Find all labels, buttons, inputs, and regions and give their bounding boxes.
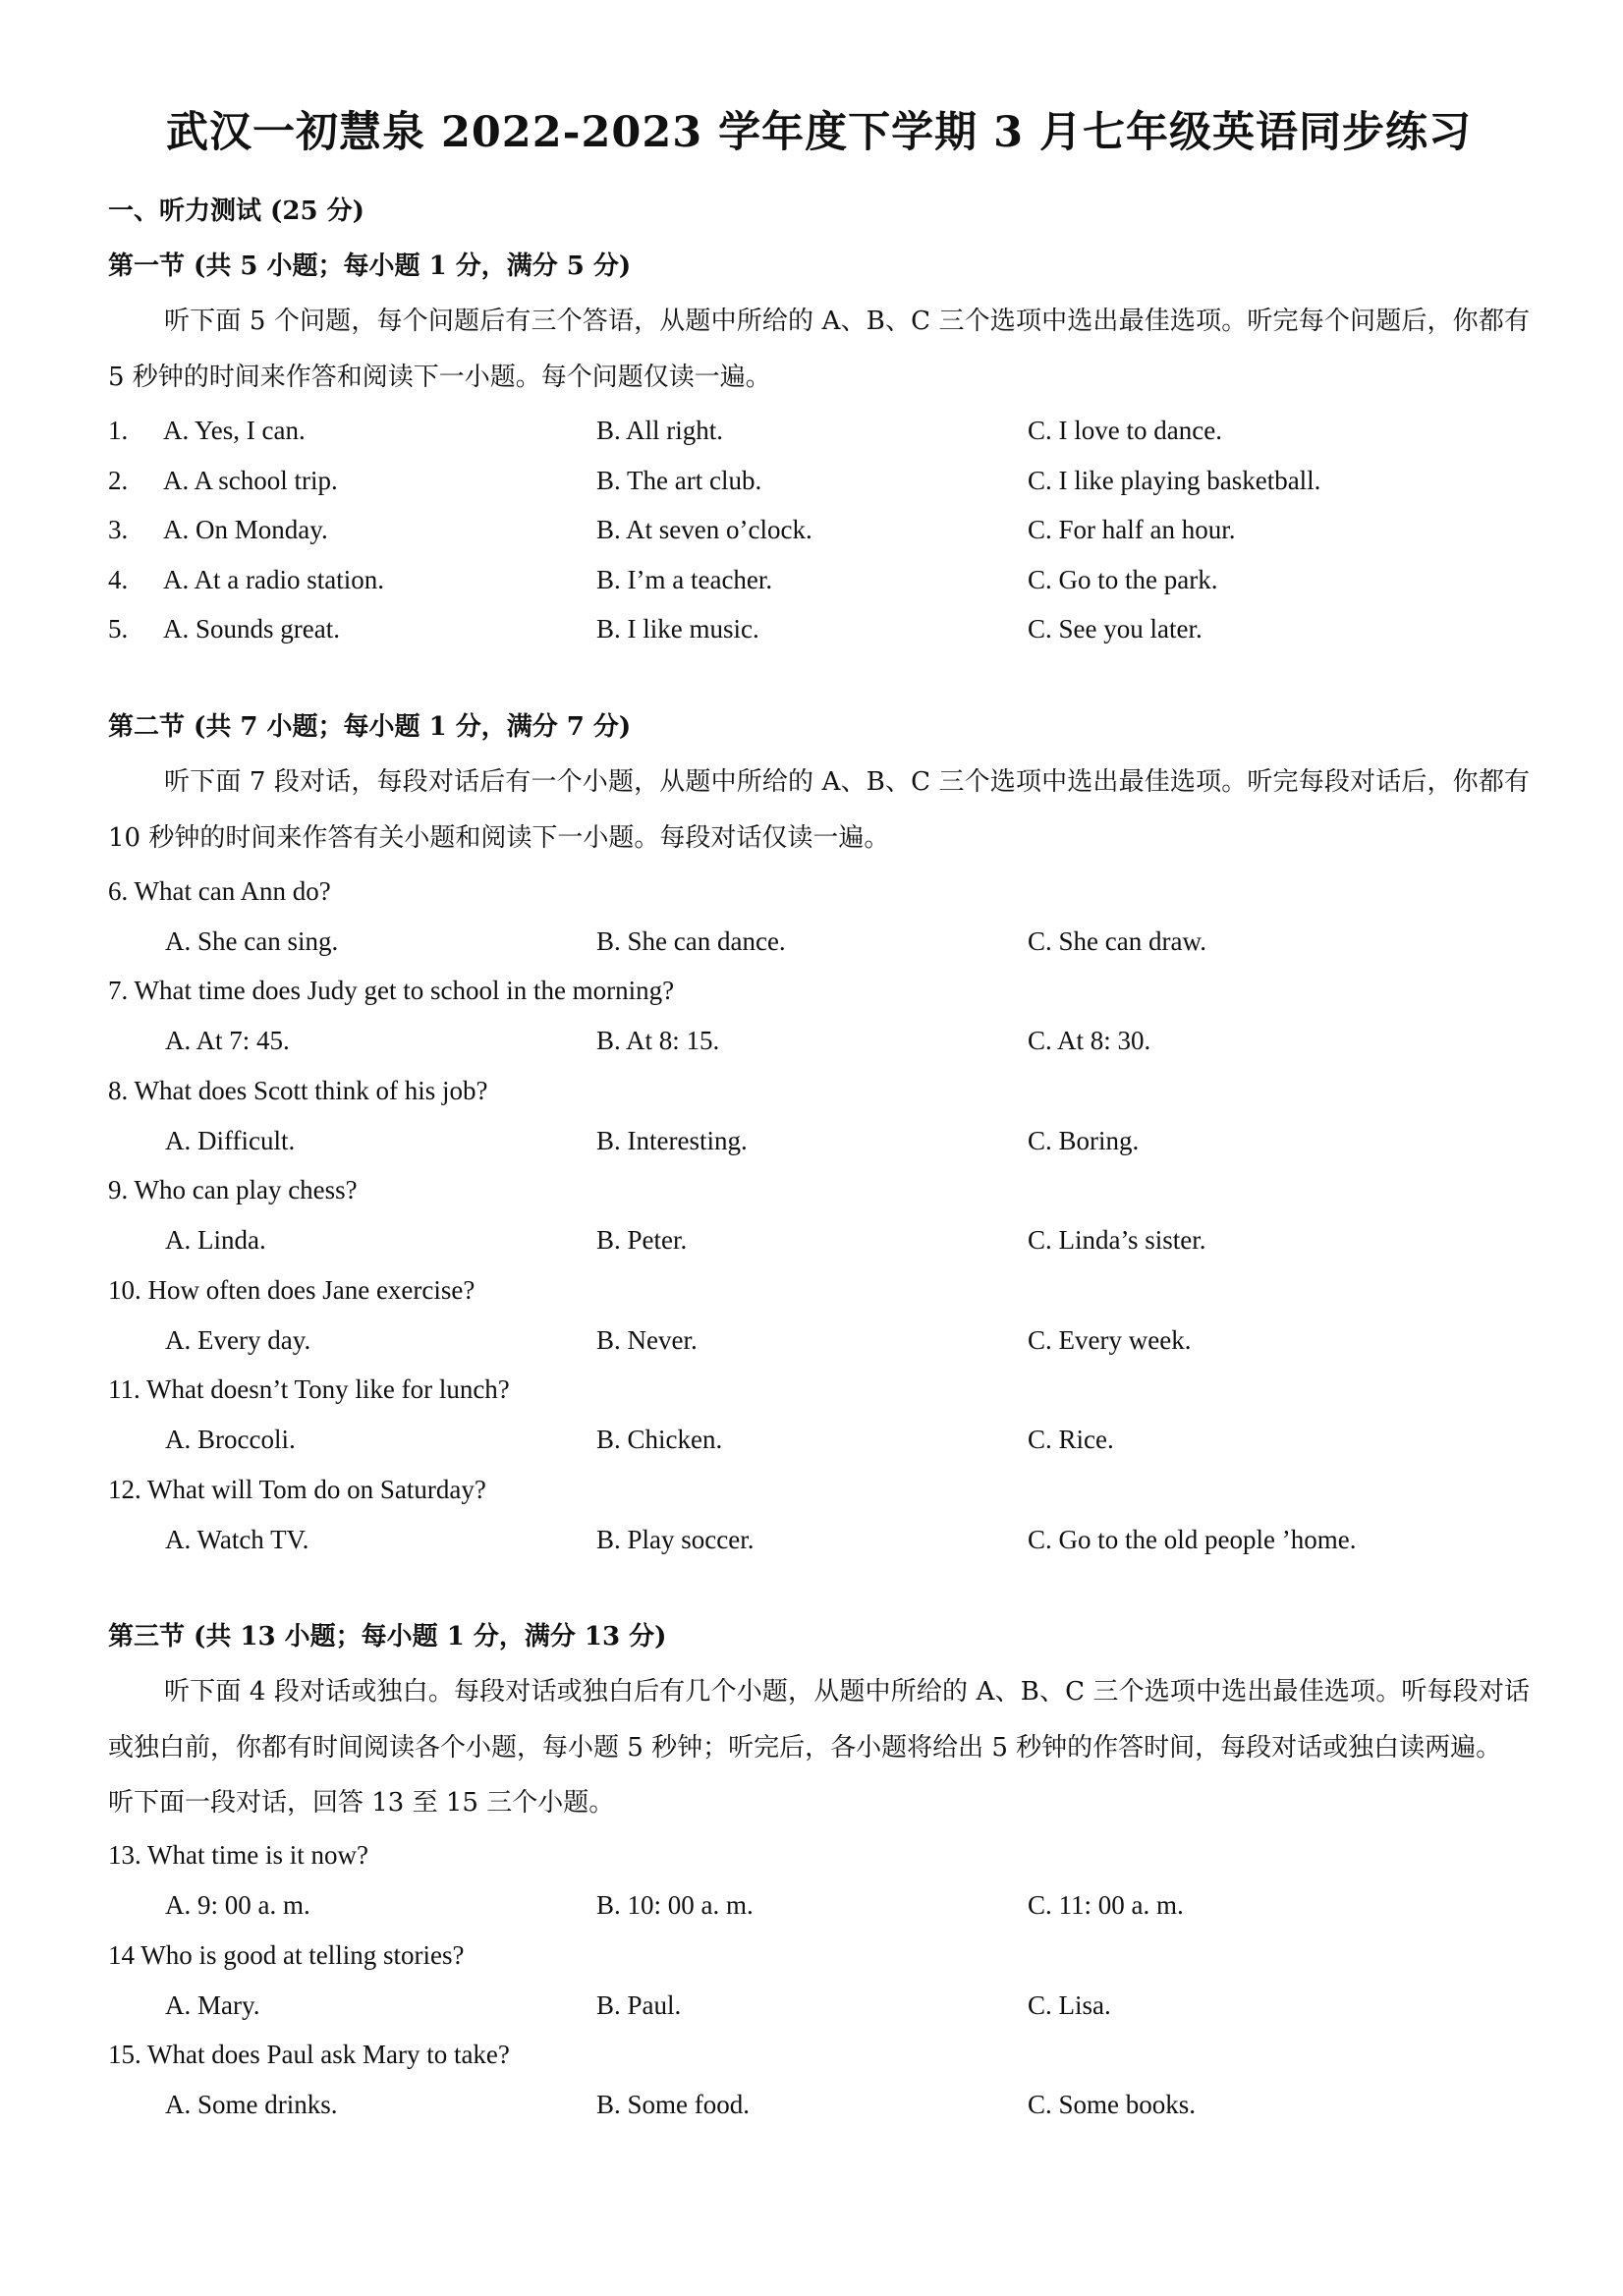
question-number: 4.: [108, 564, 129, 594]
section-3: [108, 1609, 1530, 2130]
option-b: B. All right.: [596, 416, 724, 445]
question-text: 9. Who can play chess?: [108, 1175, 358, 1204]
section-spacer: [108, 1564, 1530, 1609]
option-b: B. At 8: 15.: [596, 1026, 720, 1055]
option-a: A. On Monday.: [163, 515, 328, 544]
option-b: B. I’m a teacher.: [596, 564, 773, 594]
question-text: 12. What will Tom do on Saturday?: [108, 1474, 486, 1504]
question-number: 3.: [108, 515, 129, 544]
option-b: B. She can dance.: [596, 925, 786, 956]
page-title: 武汉一初慧泉 2022-2023 学年度下学期 3 月七年级英语同步练习: [165, 108, 1472, 157]
section-2-heading: 第二节 (共 7 小题；每小题 1 分，满分 7 分): [108, 711, 632, 742]
options-row: [108, 1880, 1530, 1931]
option-a: A. At 7: 45.: [165, 1026, 290, 1055]
option-c: C. Rice.: [1028, 1425, 1114, 1454]
section-1: [108, 239, 1530, 654]
question-text: 10. How often does Jane exercise?: [108, 1274, 476, 1305]
question-text: 14 Who is good at telling stories?: [108, 1939, 465, 1970]
question-number: 1.: [108, 416, 129, 445]
options-row: [108, 1981, 1530, 2031]
options-row: [108, 1316, 1530, 1366]
question-row: [108, 555, 1530, 605]
option-a: A. Some drinks.: [165, 2090, 338, 2119]
option-b: B. I like music.: [596, 614, 759, 644]
question-row: [108, 604, 1530, 654]
option-a: A. Watch TV.: [165, 1524, 309, 1554]
options-row: [108, 1116, 1530, 1166]
option-c: C. I like playing basketball.: [1028, 465, 1321, 495]
question-row: [108, 505, 1530, 555]
option-b: B. Interesting.: [596, 1125, 748, 1155]
section-1-instructions: 听下面 5 个问题，每个问题后有三个答语，从题中所给的 A、B、C 三个选项中选出最佳选项。听完每个问题后，你都有 5 秒钟的时间来作答和阅读下一小题。每个问题仅读一遍。: [108, 307, 1530, 392]
option-b: B. Play soccer.: [596, 1524, 755, 1554]
option-c: C. Boring.: [1028, 1125, 1140, 1155]
option-c: C. I love to dance.: [1028, 416, 1222, 445]
section-3-instructions: 听下面 4 段对话或独白。每段对话或独白后有几个小题，从题中所给的 A、B、C 三个选项中选出最佳选项。听每段对话或独白前，你都有时间阅读各个小题，每小题 5 秒钟；听完后，各小题将给出 5 秒钟的作答时间，每段对话或独白读两遍。: [108, 1677, 1530, 1763]
option-c: C. Go to the old people ’home.: [1028, 1524, 1357, 1554]
option-a: A. Linda.: [165, 1225, 266, 1255]
option-c: C. Some books.: [1028, 2090, 1197, 2119]
option-a: A. Sounds great.: [163, 614, 340, 644]
option-a: A. 9: 00 a. m.: [165, 1890, 310, 1920]
option-a: A. Broccoli.: [165, 1425, 296, 1454]
options-row: [108, 917, 1530, 967]
option-b: B. Some food.: [596, 2090, 751, 2119]
option-c: C. See you later.: [1028, 614, 1203, 644]
question-number: 5.: [108, 614, 129, 644]
section-3-intro: 听下面一段对话，回答 13 至 15 三个小题。: [108, 1788, 615, 1818]
option-a: A. At a radio station.: [163, 564, 384, 594]
option-a: A. Every day.: [165, 1324, 311, 1355]
question-text: 15. What does Paul ask Mary to take?: [108, 2040, 510, 2069]
option-b: B. Never.: [596, 1324, 698, 1355]
option-c: C. She can draw.: [1028, 925, 1206, 956]
section-2: [108, 700, 1530, 1565]
option-b: B. The art club.: [596, 465, 762, 495]
option-b: B. Paul.: [596, 1989, 682, 2020]
question-row: [108, 406, 1530, 456]
question-text: 11. What doesn’t Tony like for lunch?: [108, 1374, 510, 1404]
options-row: [108, 1016, 1530, 1066]
option-a: A. She can sing.: [165, 925, 339, 956]
option-c: C. Linda’s sister.: [1028, 1225, 1206, 1255]
question-row: [108, 456, 1530, 506]
option-c: C. Every week.: [1028, 1324, 1192, 1355]
part1-heading: 一、听力测试 (25 分): [108, 196, 364, 226]
section-2-instructions: 听下面 7 段对话，每段对话后有一个小题，从题中所给的 A、B、C 三个选项中选出最佳选项。听完每段对话后，你都有 10 秒钟的时间来作答有关小题和阅读下一小题。每段对话仅读一遍。: [108, 766, 1530, 853]
question-text: 13. What time is it now?: [108, 1840, 368, 1870]
option-a: A. A school trip.: [163, 465, 338, 495]
options-row: [108, 1515, 1530, 1565]
option-b: B. Chicken.: [596, 1425, 723, 1454]
question-number: 2.: [108, 465, 129, 495]
option-a: A. Mary.: [165, 1989, 260, 2020]
option-c: C. For half an hour.: [1028, 515, 1236, 544]
option-c: C. 11: 00 a. m.: [1028, 1890, 1184, 1920]
option-b: B. 10: 00 a. m.: [596, 1890, 754, 1920]
option-c: C. At 8: 30.: [1028, 1026, 1151, 1055]
option-a: A. Yes, I can.: [163, 416, 306, 445]
section-spacer: [108, 654, 1530, 700]
question-text: 6. What can Ann do?: [108, 875, 331, 906]
option-c: C. Lisa.: [1028, 1989, 1111, 2020]
option-a: A. Difficult.: [165, 1125, 296, 1155]
section-1-heading: 第一节 (共 5 小题；每小题 1 分，满分 5 分): [108, 252, 632, 281]
options-row: [108, 2080, 1530, 2130]
options-row: [108, 1415, 1530, 1465]
question-text: 8. What does Scott think of his job?: [108, 1075, 488, 1105]
option-b: B. At seven o’clock.: [596, 515, 812, 544]
options-row: [108, 1215, 1530, 1265]
section-3-heading: 第三节 (共 13 小题；每小题 1 分，满分 13 分): [108, 1622, 667, 1652]
question-text: 7. What time does Judy get to school in the morning?: [108, 976, 675, 1005]
option-b: B. Peter.: [596, 1225, 688, 1255]
option-c: C. Go to the park.: [1028, 564, 1218, 594]
